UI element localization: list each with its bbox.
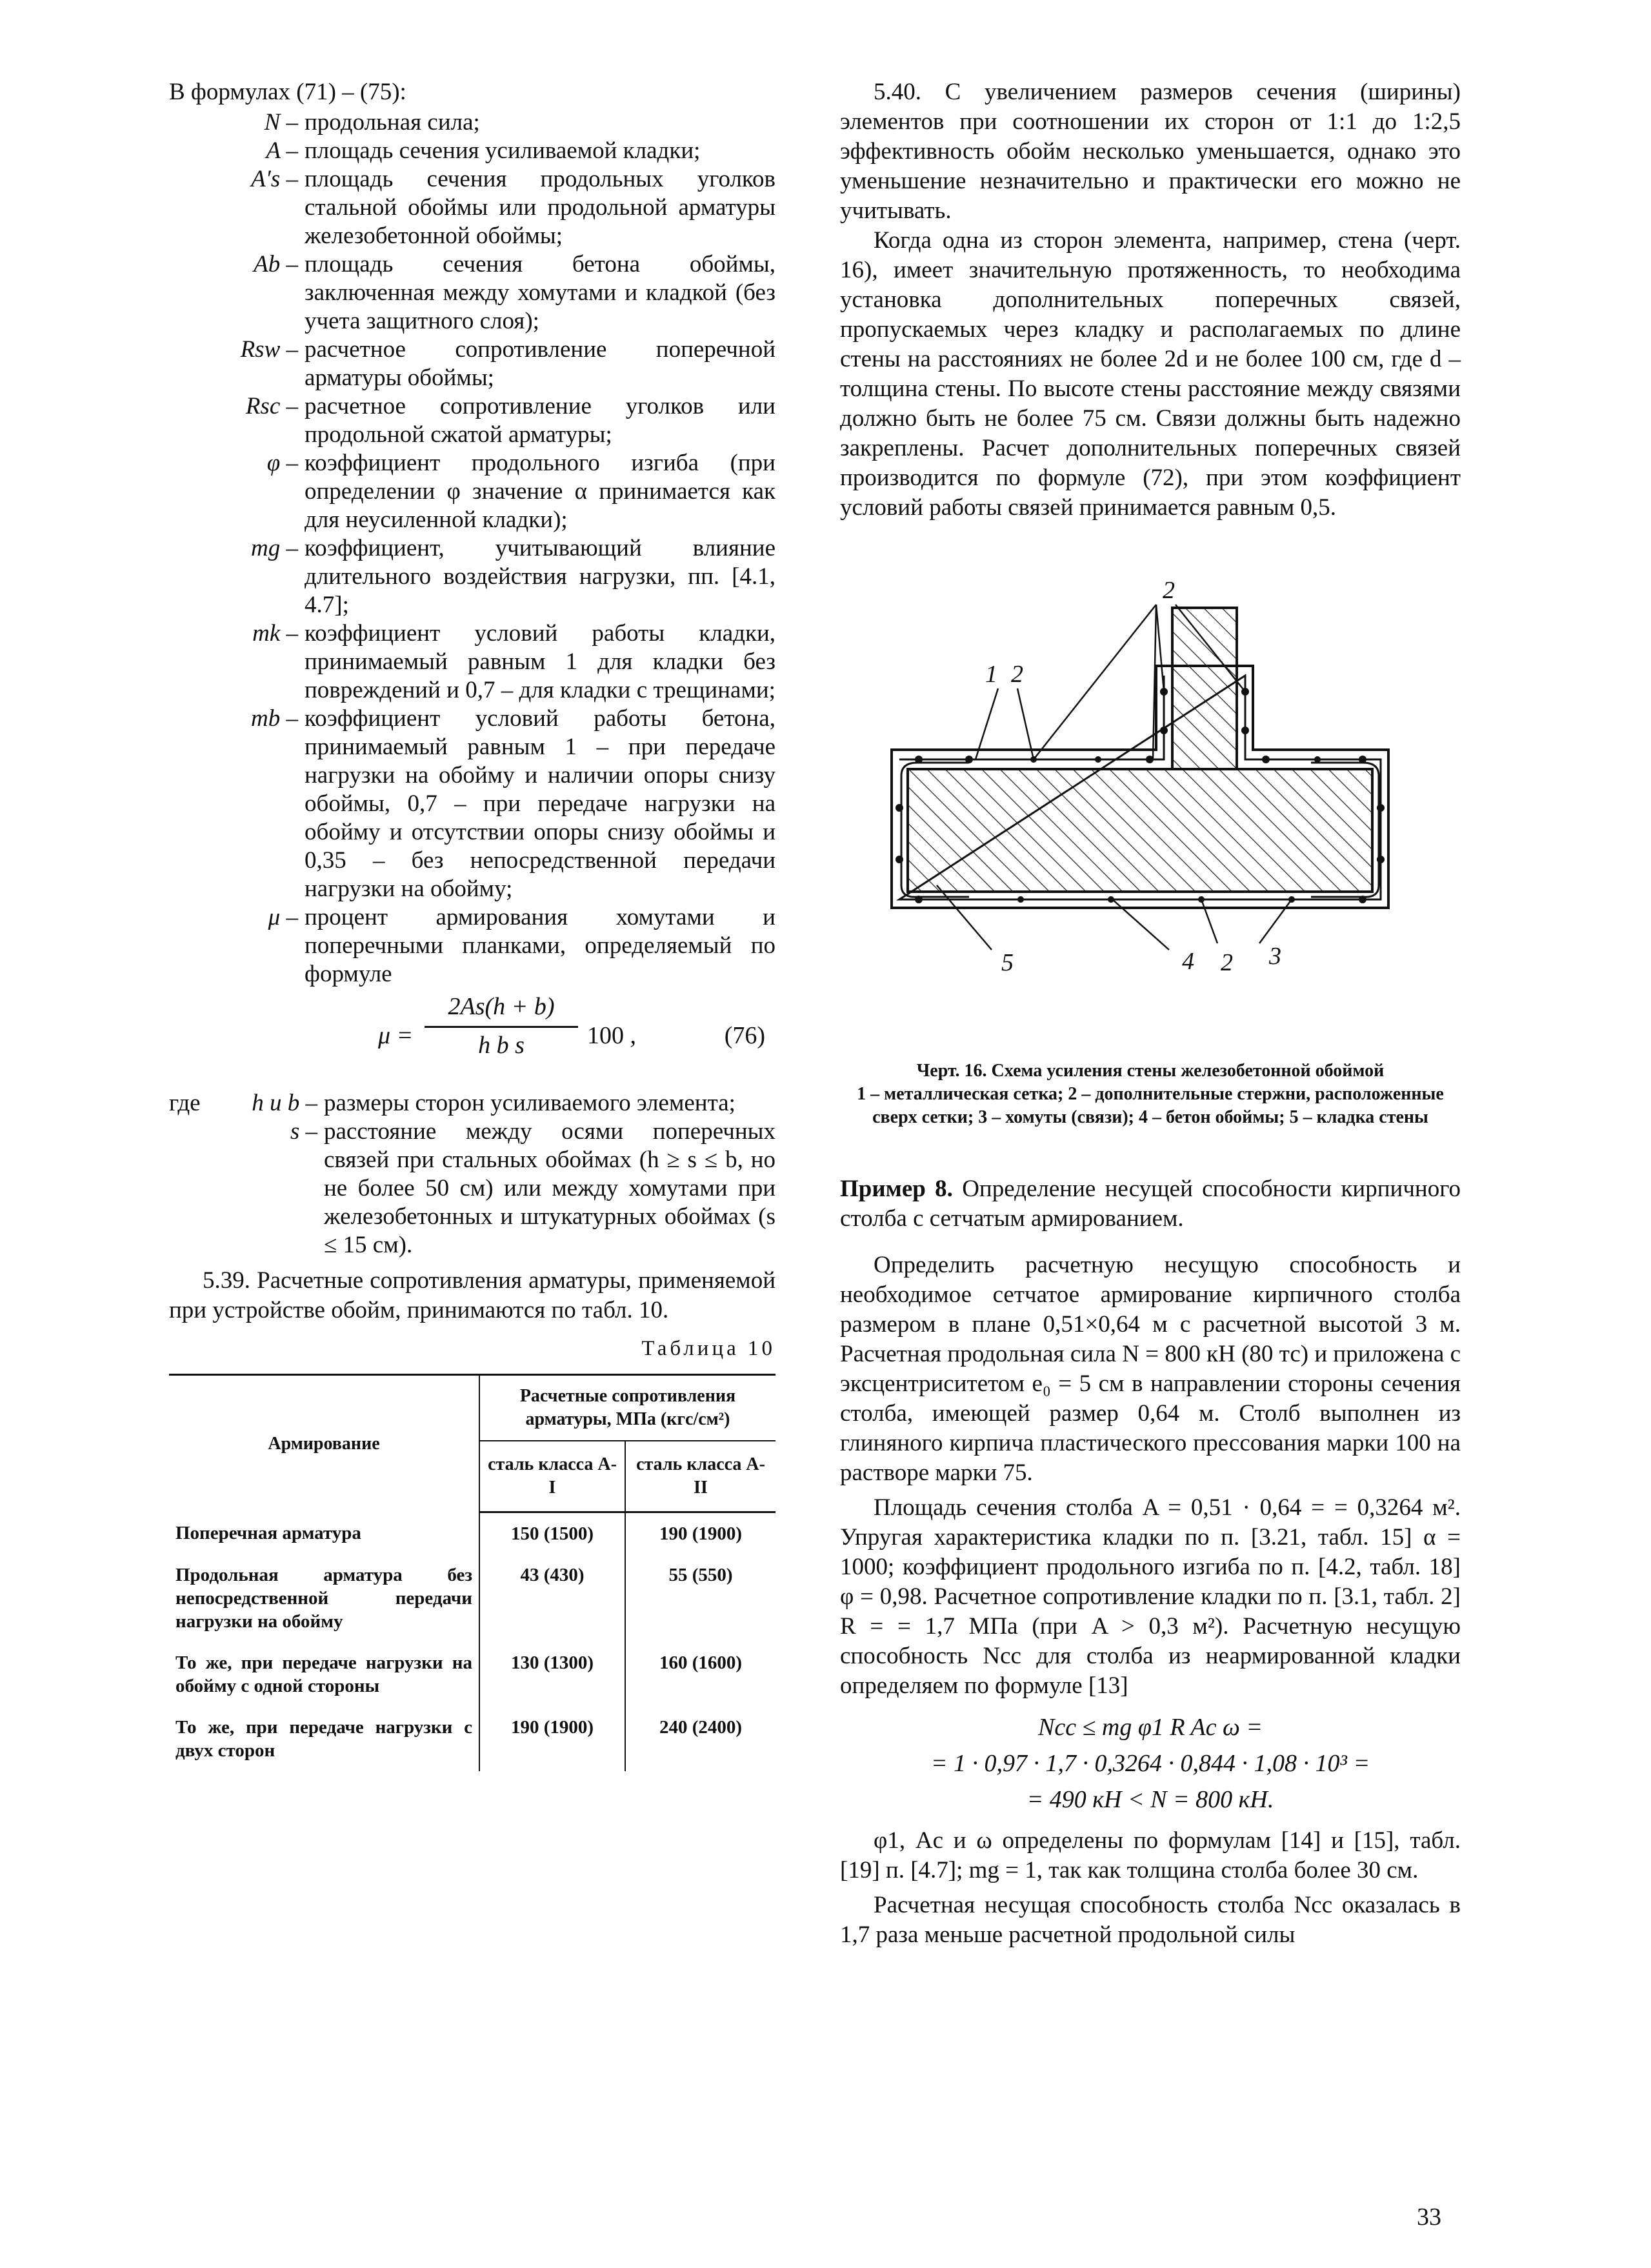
paragraph-5-40: 5.40. С увеличением размеров сечения (ширины) элементов при соотношении их сторон от 1:1 до 1:2,5 эффективность обойм несколько уменьшается, однако это уменьшение незначительно и практически его можно не учитывать.	[840, 79, 1461, 224]
table-row: Поперечная арматура 150 (1500) 190 (1900)	[169, 1512, 775, 1555]
definition-item: mb – коэффициент условий работы бетона, принимаемый равным 1 – при передаче нагрузки на обойму и наличии опоры снизу обоймы, 0,7 – при передаче нагрузки на обойму и отсутствии опоры снизу обоймы и 0,35 – без непосредственной передачи нагрузки на обойму;	[251, 705, 775, 902]
label-2c: 2	[1221, 949, 1233, 976]
where-item: где h и b – размеры сторон усиливаемого элемента;	[169, 1090, 735, 1116]
figure-16	[840, 537, 1461, 1059]
example-paragraph-4: Расчетная несущая способность столба Ncc оказалась в 1,7 раза меньше расчетной продольной силы	[840, 1892, 1461, 1948]
formula-numerator: 2As(h + b)	[448, 993, 555, 1020]
figure-caption-title: Черт. 16. Схема усиления стены железобетонной обоймой	[916, 1061, 1385, 1081]
label-4: 4	[1182, 948, 1194, 975]
formula-lhs: μ =	[378, 1022, 414, 1049]
label-5: 5	[1001, 949, 1014, 976]
table-col-head: Армирование	[169, 1375, 479, 1512]
calc-line-3: = 490 кН < N = 800 кН.	[1026, 1786, 1274, 1813]
table-10	[169, 1374, 775, 1771]
table-row: То же, при передаче нагрузки на обойму с одной стороны 130 (1300) 160 (1600)	[169, 1642, 775, 1707]
label-2b: 2	[1163, 577, 1175, 604]
table-sub-head-a2: сталь класса А-II	[625, 1441, 775, 1512]
table-row: То же, при передаче нагрузки с двух сторон 190 (1900) 240 (2400)	[169, 1707, 775, 1771]
table-row: Продольная арматура без непосредственной передачи нагрузки на обойму 43 (430) 55 (550)	[169, 1554, 775, 1642]
label-1: 1	[985, 661, 997, 688]
left-column	[169, 77, 775, 1771]
label-3: 3	[1269, 943, 1281, 970]
definition-item: φ – коэффициент продольного изгиба (при определении φ значение α принимается как для неусиленной кладки);	[266, 450, 775, 533]
pilaster	[1172, 608, 1237, 769]
definition-item: A′s – площадь сечения продольных уголков стальной обоймы или продольной арматуры железобетонной обоймы;	[251, 166, 775, 249]
formula-denominator: h b s	[478, 1032, 525, 1059]
example-number: Пример 8.	[840, 1176, 953, 1202]
example-paragraph-1: Определить расчетную несущую способность и необходимое сетчатое армирование кирпичного столба размером в плане 0,51×0,64 м с расчетной высотой 3 м. Расчетная продольная сила N = 800 кН (80 тс) и приложена с эксцентриситетом e₀ = 5 см в направлении стороны сечения столба, имеющей размер 0,64 м. Столб выполнен из глиняного кирпича пластического прессования марки 100 на растворе марки 75.	[840, 1252, 1461, 1486]
formula-multiplier: 100 ,	[587, 1022, 636, 1049]
where-item: s – расстояние между осями поперечных связей при стальных обоймах (h ≥ s ≤ b, но не более 50 см) или между хомутами при железобетонных и штукатурных обоймах (s ≤ 15 см).	[290, 1118, 775, 1258]
definition-item: A – площадь сечения усиливаемой кладки;	[266, 137, 701, 164]
example-title	[840, 1174, 1461, 1234]
table-caption: Таблица 10	[641, 1337, 775, 1360]
where-lead: где	[169, 1090, 201, 1116]
page-number: 33	[1417, 2203, 1441, 2231]
label-2: 2	[1011, 661, 1023, 688]
right-column	[840, 77, 1461, 1950]
paragraph-5-39: 5.39. Расчетные сопротивления арматуры, применяемой при устройстве обойм, принимаются по табл. 10.	[169, 1267, 775, 1323]
definition-item: mg – коэффициент, учитывающий влияние длительного воздействия нагрузки, пп. [4.1, 4.7];	[251, 535, 775, 618]
example-subject: Определение несущей способности кирпичного столба с сетчатым армированием.	[840, 1176, 1461, 1232]
table-sub-head-a1: сталь класса А-I	[479, 1441, 625, 1512]
fraction-bar	[425, 1026, 578, 1028]
definition-item: mk – коэффициент условий работы кладки, принимаемый равным 1 для кладки без повреждений и 0,7 – для кладки с трещинами;	[252, 620, 775, 703]
paragraph-5-40-cont: Когда одна из сторон элемента, например, стена (черт. 16), имеет значительную протяженность, то необходима установка дополнительных поперечных связей, пропускаемых через кладку и располагаемых по длине стены на расстояниях не более 2d и не более 100 см, где d – толщина стены. По высоте стены расстояние между связями должно быть не более 75 см. Связи должны быть надежно закреплены. Расчет дополнительных поперечных связей производится по формуле (72), при этом коэффициент условий работы связей принимается равным 0,5.	[840, 227, 1461, 521]
calc-line-2: = 1 · 0,97 · 1,7 · 0,3264 · 0,844 · 1,08 · 10³ =	[930, 1750, 1370, 1777]
example-paragraph-3: φ1, Ac и ω определены по формулам [14] и [15], табл. [19] п. [4.7]; mg = 1, так как толщина столба более 30 см.	[840, 1827, 1461, 1883]
definitions-list	[169, 108, 775, 988]
formula-76	[169, 992, 775, 1076]
example-paragraph-2: Площадь сечения столба A = 0,51 · 0,64 = = 0,3264 м². Упругая характеристика кладки по п. [3.21, табл. 15] α = 1000; коэффициент продольного изгиба по п. [4.2, табл. 18] φ = 0,98. Расчетное сопротивление кладки по п. [3.1, табл. 2] R = = 1,7 МПа (при A > 0,3 м²). Расчетную несущую способность Ncc для столба из неармированной кладки определяем по формуле [13]	[840, 1494, 1461, 1699]
definition-item: N – продольная сила;	[264, 109, 480, 135]
formulas-intro: В формулах (71) – (75):	[169, 79, 406, 105]
definition-item: μ – процент армирования хомутами и поперечными планками, определяемый по формуле	[268, 904, 775, 987]
formula-number: (76)	[724, 1022, 765, 1049]
calc-line-1: Ncc ≤ mg φ1 R Ac ω =	[1038, 1714, 1263, 1741]
definition-item: Rsc – расчетное сопротивление уголков или продольной сжатой арматуры;	[245, 393, 775, 448]
masonry-wall	[908, 769, 1372, 892]
figure-caption	[840, 1059, 1461, 1129]
calculation-block	[840, 1712, 1461, 1814]
wall-reinforcement-diagram	[840, 537, 1461, 1059]
definition-item: Ab – площадь сечения бетона обоймы, заключенная между хомутами и кладкой (без учета защитного слоя);	[254, 251, 775, 334]
definition-item: Rsw – расчетное сопротивление поперечной арматуры обоймы;	[240, 336, 775, 391]
table-group-head: Расчетные сопротивления арматуры, МПа (кгс/см²)	[479, 1375, 775, 1441]
figure-caption-text: 1 – металлическая сетка; 2 – дополнительные стержни, расположенные сверх сетки; 3 – хомуты (связи); 4 – бетон обоймы; 5 – кладка стены	[857, 1084, 1444, 1127]
